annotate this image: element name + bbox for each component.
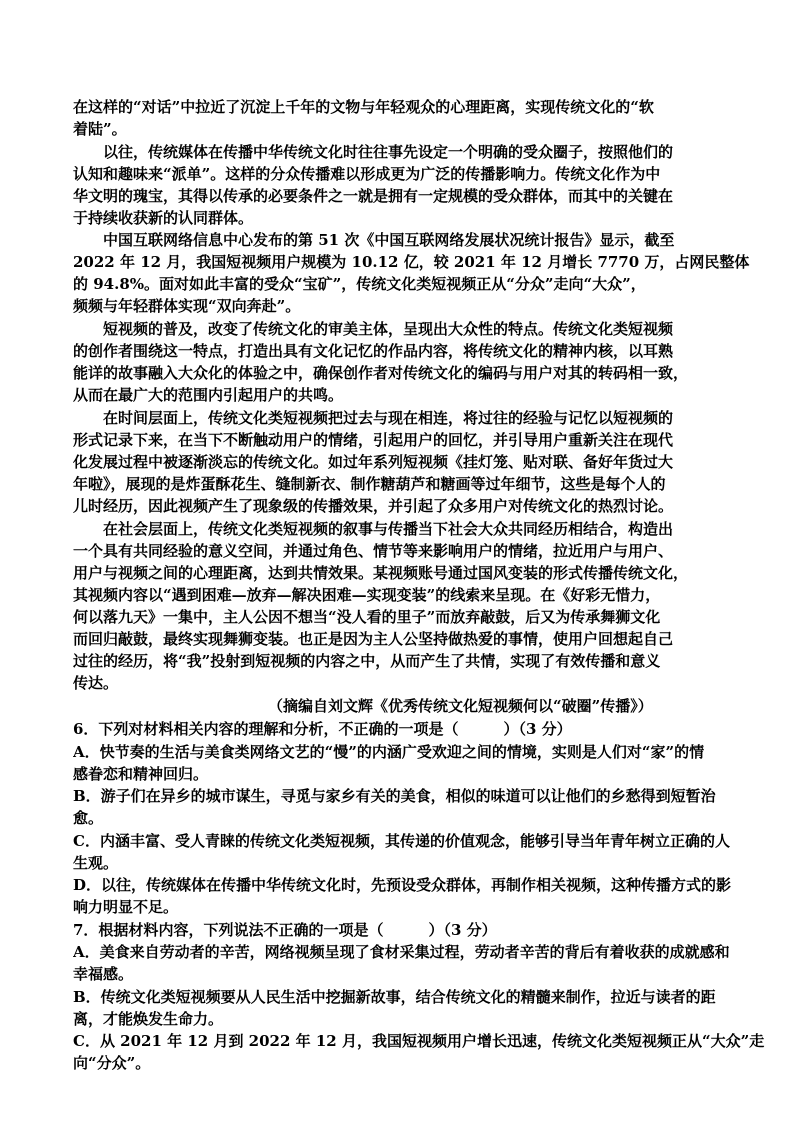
- source-citation: （摘编自刘文辉《优秀传统文化短视频何以“破圈”传播》）: [268, 697, 653, 715]
- passage-line: 而回归敲鼓，最终实现舞狮变装。也正是因为主人公坚持做热爱的事情，使用户回想起自己: [73, 630, 674, 648]
- passage-line: 短视频的普及，改变了传统文化的审美主体，呈现出大众性的特点。传统文化类短视频: [103, 320, 674, 338]
- q7-option-a: A．美食来自劳动者的辛苦，网络视频呈现了食材采集过程，劳动者辛苦的背后有着收获的成就感和: [73, 943, 730, 961]
- passage-line: 中国互联网络信息中心发布的第 51 次《中国互联网络发展状况统计报告》显示，截至: [103, 231, 675, 249]
- passage-line: 传达。: [73, 674, 119, 692]
- q7-option-b-cont: 离，才能焕发生命力。: [73, 1010, 224, 1028]
- passage-line: 用户与视频之间的心理距离，达到共情效果。某视频账号通过国风变装的形式传播传统文化，: [73, 564, 689, 582]
- q6-option-b: B．游子们在异乡的城市谋生，寻觅与家乡有关的美食，相似的味道可以让他们的乡愁得到短暂治: [73, 787, 716, 805]
- passage-line: 2022 年 12 月，我国短视频用户规模为 10.12 亿，较 2021 年 12 月增长 7770 万，占网民整体: [73, 253, 750, 271]
- passage-line: 以往，传统媒体在传播中华传统文化时往往事先设定一个明确的受众圈子，按照他们的: [103, 143, 674, 161]
- q6-option-a-cont: 感眷恋和精神回归。: [73, 765, 209, 783]
- passage-line: 能详的故事融入大众化的体验之中，确保创作者对传统文化的编码与用户对其的转码相一致，: [73, 364, 689, 382]
- q7-option-c: C．从 2021 年 12 月到 2022 年 12 月，我国短视频用户增长迅速，传统文化类短视频正从“大众”走: [73, 1032, 765, 1050]
- passage-line: 华文明的瑰宝，其得以传承的必要条件之一就是拥有一定规模的受众群体，而其中的关键在: [73, 187, 674, 205]
- passage-line: 在时间层面上，传统文化类短视频把过去与现在相连，将过往的经验与记忆以短视频的: [103, 409, 674, 427]
- question-7-stem: 7．根据材料内容，下列说法不正确的一项是（ ）（3 分）: [73, 921, 497, 939]
- q6-option-a: A．快节奏的生活与美食类网络文艺的“慢”的内涵广受欢迎之间的情境，实则是人们对“家”的情: [73, 743, 705, 761]
- passage-line: 在这样的“对话”中拉近了沉淀上千年的文物与年轻观众的心理距离，实现传统文化的“软: [73, 98, 654, 116]
- question-6-stem: 6．下列对材料相关内容的理解和分析，不正确的一项是（ ）（3 分）: [73, 720, 572, 738]
- q7-option-a-cont: 幸福感。: [73, 965, 134, 983]
- passage-line: 一个具有共同经验的意义空间，并通过角色、情节等来影响用户的情绪，拉近用户与用户、: [73, 542, 674, 560]
- q7-option-b: B．传统文化类短视频要从人民生活中挖掘新故事，结合传统文化的精髓来制作，拉近与读者的距: [73, 988, 716, 1006]
- q6-option-c-cont: 生观。: [73, 854, 119, 872]
- passage-line: 的创作者围绕这一特点，打造出具有文化记忆的作品内容，将传统文化的精神内核，以耳熟: [73, 342, 674, 360]
- passage-line: 何以落九天》一集中，主人公因不想当“没人看的里子”而放弃敲鼓，后又为传承舞狮文化: [73, 608, 661, 626]
- q6-option-c: C．内涵丰富、受人青睐的传统文化类短视频，其传递的价值观念，能够引导当年青年树立正确的人: [73, 832, 730, 850]
- passage-line: 年啦》，展现的是炸蛋酥花生、缝制新衣、制作糖葫芦和糖画等过年细节，这些是每个人的: [73, 475, 666, 493]
- passage-line: 儿时经历，因此视频产生了现象级的传播效果，并引起了众多用户对传统文化的热烈讨论。: [73, 497, 674, 515]
- passage-line: 于持续收获新的认同群体。: [73, 209, 254, 227]
- passage-line: 频频与年轻群体实现“双向奔赴”。: [73, 297, 301, 315]
- passage-line: 在社会层面上，传统文化类短视频的叙事与传播当下社会大众共同经历相结合，构造出: [103, 520, 674, 538]
- q6-option-d-cont: 响力明显不足。: [73, 898, 179, 916]
- passage-line: 认知和趣味来“派单”。这样的分众传播难以形成更为广泛的传播影响力。传统文化作为中: [73, 165, 661, 183]
- passage-line: 化发展过程中被逐渐淡忘的传统文化。如过年系列短视频《挂灯笼、贴对联、备好年货过大: [73, 453, 674, 471]
- q6-option-d: D．以往，传统媒体在传播中华传统文化时，先预设受众群体，再制作相关视频，这种传播方式的影: [73, 876, 732, 894]
- passage-line: 的 94.8%。面对如此丰富的受众“宝矿”，传统文化类短视频正从“分众”走向“大众”，: [73, 275, 646, 293]
- passage-line: 着陆”。: [73, 120, 127, 138]
- passage-line: 其视频内容以“遇到困难—放弃—解决困难—实现变装”的线索来呈现。在《好彩无惜力，: [73, 586, 661, 604]
- q6-option-b-cont: 愈。: [73, 809, 104, 827]
- q7-option-c-cont: 向“分众”。: [73, 1054, 151, 1072]
- passage-line: 形式记录下来，在当下不断触动用户的情绪，引起用户的回忆，并引导用户重新关注在现代: [73, 431, 674, 449]
- passage-line: 过往的经历，将“我”投射到短视频的内容之中，从而产生了共情，实现了有效传播和意义: [73, 652, 661, 670]
- passage-line: 从而在最广大的范围内引起用户的共鸣。: [73, 386, 344, 404]
